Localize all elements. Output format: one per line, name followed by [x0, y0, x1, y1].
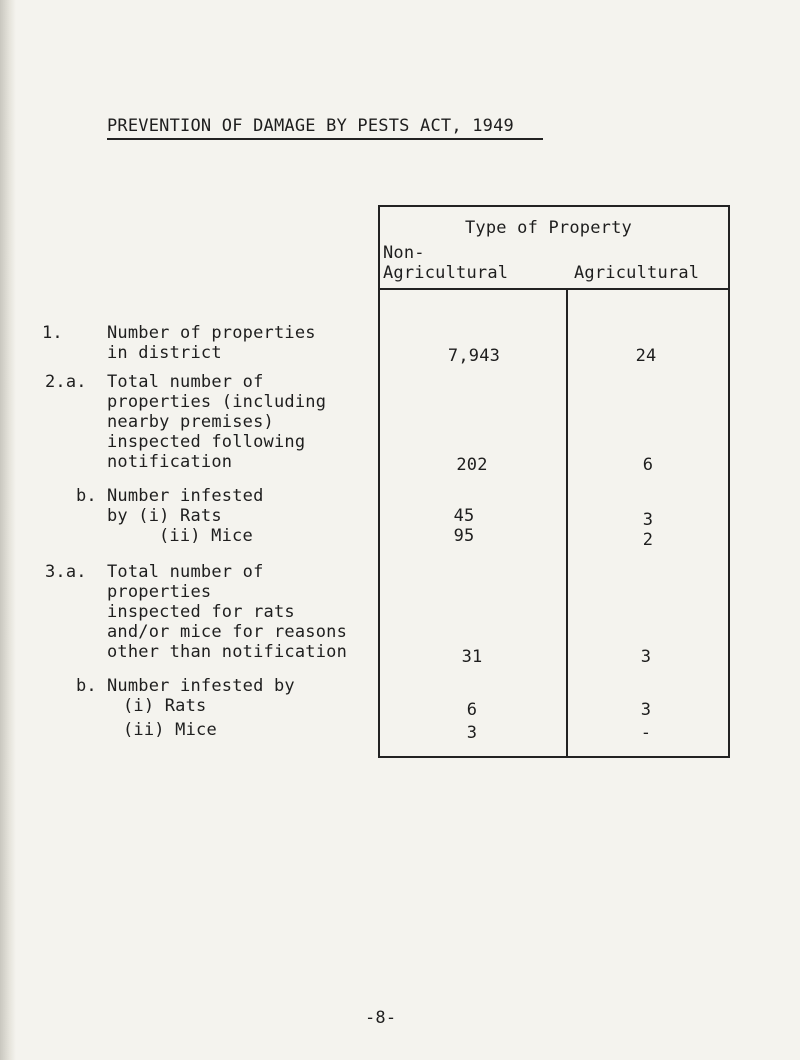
cell-non-agricultural: 31	[461, 647, 483, 667]
row-label-line: (ii) Mice	[159, 526, 253, 546]
cell-rats-non-agricultural: 6	[466, 700, 478, 720]
cell-rats-agricultural: 3	[642, 510, 654, 530]
row-number: 3.a.	[45, 562, 87, 582]
row-label-line: Total number of	[107, 562, 264, 582]
row-label-line: (ii) Mice	[123, 720, 217, 740]
row-label-line: notification	[107, 452, 233, 472]
table-left-border	[378, 205, 380, 758]
header-agricultural: Agricultural	[574, 263, 700, 283]
cell-agricultural: 3	[640, 647, 652, 667]
header-type-of-property: Type of Property	[465, 218, 632, 238]
cell-mice-agricultural: 2	[642, 530, 654, 550]
document-title: PREVENTION OF DAMAGE BY PESTS ACT, 1949	[107, 116, 514, 136]
row-label-line: by (i) Rats	[107, 506, 222, 526]
cell-rats-agricultural: 3	[640, 700, 652, 720]
row-label-line: inspected following	[107, 432, 306, 452]
cell-non-agricultural: 7,943	[447, 346, 501, 366]
row-label-line: Number infested by	[107, 676, 295, 696]
table-bottom-border	[378, 756, 730, 758]
row-label-line: inspected for rats	[107, 602, 295, 622]
cell-mice-non-agricultural: 95	[453, 526, 475, 546]
row-label-line: and/or mice for reasons	[107, 622, 348, 642]
cell-mice-agricultural: -	[640, 723, 652, 743]
row-label-line: Total number of	[107, 372, 264, 392]
header-bottom-border	[378, 288, 730, 290]
row-label-line: properties (including	[107, 392, 327, 412]
cell-agricultural: 6	[642, 455, 654, 475]
row-number: b.	[76, 676, 97, 696]
row-number: 1.	[42, 323, 63, 343]
cell-mice-non-agricultural: 3	[466, 723, 478, 743]
row-label-line: (i) Rats	[123, 696, 207, 716]
table-right-border	[728, 205, 730, 758]
table-top-border	[378, 205, 730, 207]
row-label-line: Number infested	[107, 486, 264, 506]
row-number: 2.a.	[45, 372, 87, 392]
row-number: b.	[76, 486, 97, 506]
row-label-line: Number of properties	[107, 323, 316, 343]
header-non-agricultural-line2: Agricultural	[383, 263, 509, 283]
row-label-line: nearby premises)	[107, 412, 274, 432]
cell-non-agricultural: 202	[456, 455, 488, 475]
row-label-line: properties	[107, 582, 212, 602]
cell-agricultural: 24	[635, 346, 657, 366]
scan-edge-shadow	[0, 0, 16, 1060]
header-non-agricultural-line1: Non-	[383, 243, 425, 263]
row-label-line: other than notification	[107, 642, 348, 662]
cell-rats-non-agricultural: 45	[453, 506, 475, 526]
page-number: -8-	[365, 1008, 397, 1028]
column-divider	[566, 288, 568, 758]
row-label-line: in district	[107, 343, 222, 363]
title-underline	[107, 138, 543, 140]
